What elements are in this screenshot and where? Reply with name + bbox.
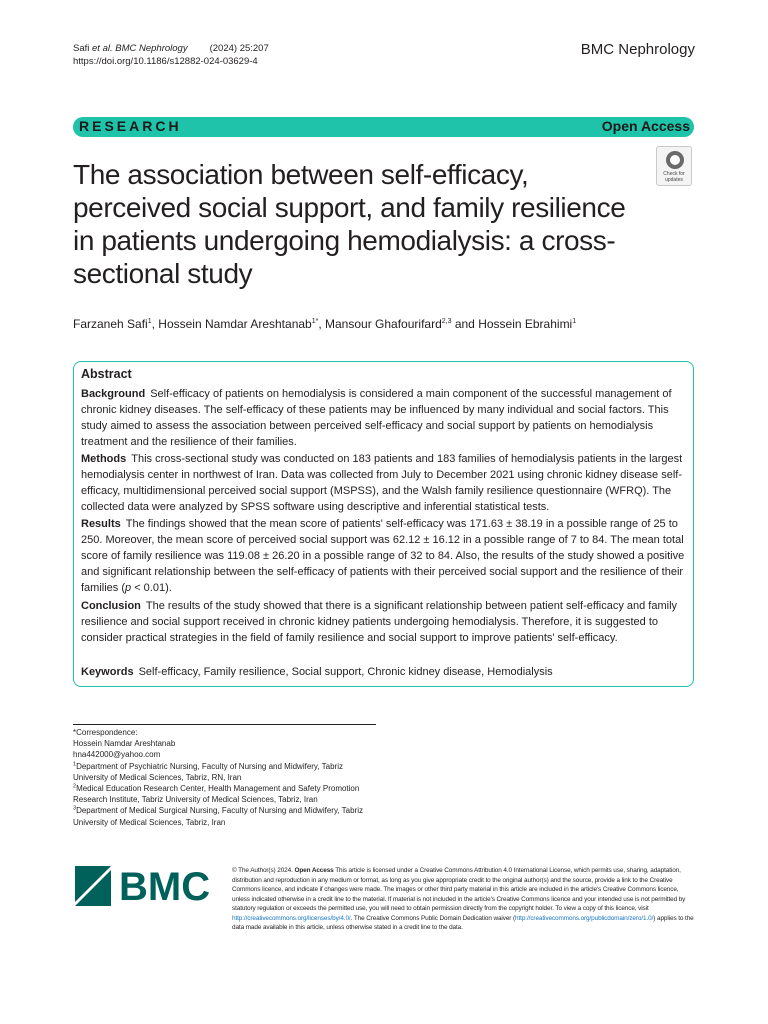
- author-name: Hossein Namdar Areshtanab: [158, 317, 312, 331]
- conclusion-label: Conclusion: [81, 600, 141, 612]
- author-separator: and: [451, 317, 479, 331]
- article-type-banner: [73, 117, 694, 137]
- citation-year: (2024) 25:207: [209, 43, 269, 54]
- affiliation-2: $^2$Medical Education Research Center, Health Management and Safety Promotion Research Institute, Tabriz University of Medical Sciences, Tabriz, Iran: [73, 783, 360, 805]
- article-type-label: RESEARCH: [79, 118, 182, 134]
- results-text-end: < 0.01).: [131, 582, 172, 594]
- author-name: Mansour Ghafourifard: [325, 317, 442, 331]
- license-statement: © The Author(s) 2024. Open Access This article is licensed under a Creative Commons Attribution 4.0 International License, which permits use, sharing, adaptation, distribution and reproduction in any medium or format, as long as you give appropriate credit to the original author(s) and the source, provide a link to the Creative Commons licence, and indicate if changes were made. The images or other third party material in this article are included in the article's Creative Commons licence, unless indicated otherwise in a credit line to the material. If material is not included in the article's Creative Commons licence and your intended use is not permitted by statutory regulation or exceeds the permitted use, you will need to obtain permission directly from the copyright holder. To view a copy of this licence, visit http://creativecommons.org/licenses/by/4.0/. The Creative Commons Public Domain Dedication waiver (http://creativecommons.org/publicdomain/zero/1.0/) applies to the data made available in this article, unless otherwise stated in a credit line to the data.: [232, 867, 694, 931]
- author-separator: ,: [151, 317, 159, 331]
- cc-by-link[interactable]: http://creativecommons.org/licenses/by/4.0/: [232, 914, 351, 922]
- abstract-results: [81, 516, 686, 596]
- keywords-text: Self-efficacy, Family resilience, Social support, Chronic kidney disease, Hemodialysis: [138, 666, 553, 678]
- article-title: The association between self-efficacy, perceived social support, and family resilience in patients undergoing hemodialysis: a cross-sectional study: [73, 159, 626, 289]
- author-name: Farzaneh Safi: [73, 317, 148, 331]
- journal-name: BMC Nephrology: [580, 41, 695, 58]
- bmc-logo-text: BMC: [119, 866, 211, 906]
- crossmark-text: Check for updates: [663, 171, 685, 183]
- conclusion-text: The results of the study showed that there is a significant relationship between patient self-efficacy and family resilience and social support received in chronic kidney patients undergoing hemodialysis. Therefore, it is suggested to consider practical strategies in the field of family resilience and social support to improve patients' self-efficacy.: [81, 600, 678, 644]
- author-list: [73, 317, 576, 331]
- results-label: Results: [81, 518, 121, 530]
- correspondent-email[interactable]: hna442000@yahoo.com: [73, 750, 161, 760]
- abstract-conclusion: [81, 598, 686, 646]
- correspondent-name: Hossein Namdar Areshtanab: [73, 739, 176, 749]
- citation-journal: et al. BMC Nephrology: [92, 43, 188, 54]
- running-header-citation: [73, 42, 269, 68]
- correspondence-label: *Correspondence:: [73, 728, 138, 737]
- cc-zero-link[interactable]: http://creativecommons.org/publicdomain/zero/1.0/: [515, 914, 654, 922]
- citation-line: [73, 42, 269, 55]
- abstract-keywords: [81, 664, 686, 680]
- results-text: The findings showed that the mean score of patients' self-efficacy was 171.63 ± 38.19 in a possible range of 25 to 250. Moreover, the mean score of perceived social support was 62.12 ± 16.12 in a possible range of 7 to 84. The mean total score of family resilience was 119.08 ± 26.20 in a possible range of 32 to 84. Also, the results of the study showed a positive and significant relationship between the self-efficacy of patients with their perceived social support and the resilience of their families (: [81, 518, 685, 594]
- check-for-updates-badge[interactable]: [656, 146, 692, 186]
- author-affiliation-marker: 1: [572, 318, 577, 325]
- keywords-label: Keywords: [81, 666, 134, 678]
- background-label: Background: [81, 388, 146, 400]
- footnotes: [73, 727, 373, 828]
- abstract-heading: Abstract: [81, 367, 132, 381]
- bmc-logo: [75, 866, 215, 906]
- author-separator: ,: [318, 317, 326, 331]
- citation-authors: Safi: [73, 43, 90, 54]
- abstract-background: [81, 386, 686, 450]
- affiliation-1: $^1$Department of Psychiatric Nursing, Faculty of Nursing and Midwifery, Tabriz University of Medical Sciences, Tabriz, RN, Iran: [73, 760, 343, 782]
- license-open-access: Open Access: [294, 867, 334, 874]
- open-access-label: Open Access: [601, 118, 690, 134]
- author-affiliation-marker: 1*: [311, 318, 319, 325]
- author-affiliation-marker: 1: [147, 318, 152, 325]
- p-value-symbol: p: [125, 582, 132, 594]
- background-text: Self-efficacy of patients on hemodialysis is considered a main component of the successful management of chronic kidney diseases. The self-efficacy of these patients may be influenced by many individual and social factors. This study aimed to assess the association between perceived self-efficacy and social support by patients on hemodialysis treatment and the resilience of their families.: [81, 388, 672, 448]
- doi-link[interactable]: https://doi.org/10.1186/s12882-024-03629-4: [73, 56, 258, 67]
- author-affiliation-marker: 2,3: [441, 318, 452, 325]
- footnote-rule: [73, 724, 376, 725]
- author-name: Hossein Ebrahimi: [478, 317, 573, 331]
- crossmark-icon: [666, 151, 684, 169]
- affiliation-3: $^3$Department of Medical Surgical Nursing, Faculty of Nursing and Midwifery, Tabriz University of Medical Sciences, Tabriz, Iran: [73, 805, 363, 827]
- abstract-methods: [81, 451, 686, 515]
- methods-label: Methods: [81, 453, 127, 465]
- methods-text: This cross-sectional study was conducted on 183 patients and 183 families of hemodialysis patients in the largest hemodialysis center in northwest of Iran. Data was collected from July to December 2021 using chronic kidney disease self-efficacy, multidimensional perceived social support (MSPSS), and the Walsh family resilience questionnaire (WFRQ). The collected data were analyzed by SPSS software using descriptive and inferential statistical tests.: [81, 453, 683, 513]
